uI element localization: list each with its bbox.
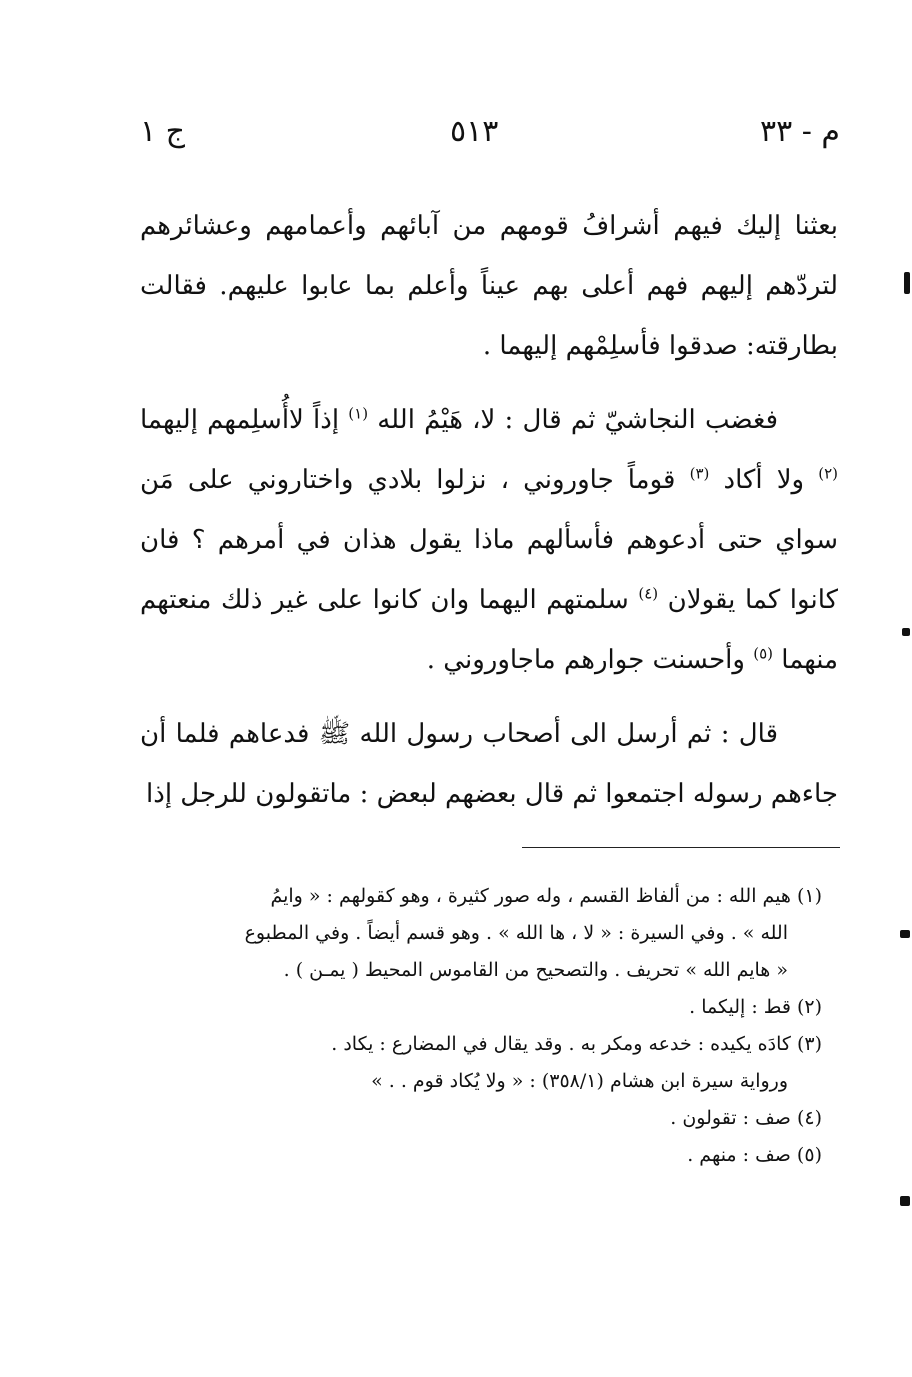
footnote-line: « هايم الله » تحريف . والتصحيح من القاموس المحيط ( يمـن ) . xyxy=(283,959,788,981)
scan-mark xyxy=(900,930,910,938)
footnote-ref-3: (٣) xyxy=(689,464,710,483)
footnote-ref-1: (١) xyxy=(348,404,369,423)
footnote-line: (٢) قط : إليكما . xyxy=(689,996,822,1018)
scan-mark xyxy=(902,628,910,636)
paragraph-2-part-c: ولا أكاد xyxy=(723,465,805,495)
footnote-ref-5: (٥) xyxy=(753,644,774,663)
paragraph-2-part-a: فغضب النجاشيّ ثم قال : لا، هَيْمُ الله xyxy=(377,405,779,435)
footnote-line: الله » . وفي السيرة : « لا ، ها الله » . وهو قسم أيضاً . وفي المطبوع xyxy=(244,922,788,944)
volume-marker: ج ١ xyxy=(140,114,186,149)
footnote-line: (٥) صف : منهم . xyxy=(687,1144,822,1166)
paragraph-3: قال : ثم أرسل الى أصحاب رسول الله ﷺ فدعاهم فلما أن جاءهم رسوله اجتمعوا ثم قال بعضهم لبعض : ماتقولون للرجل إذا xyxy=(140,719,838,809)
paragraph-2-part-e: سلمتهم اليهما وان كانوا على غير ذلك منعتهم منهما xyxy=(140,585,838,675)
paragraph-2-part-f: وأحسنت جوارهم ماجاوروني . xyxy=(426,645,745,675)
chapter-marker: م - ٣٣ xyxy=(759,114,840,149)
footnote-line: (٤) صف : تقولون . xyxy=(670,1107,822,1129)
page-header xyxy=(140,112,840,158)
paragraph-2 xyxy=(140,390,838,690)
footnote-line: (٣) كادَه يكيده : خدعه ومكر به . وقد يقال في المضارع : يكاد . xyxy=(331,1033,822,1055)
paragraph-1: بعثنا إليك فيهم أشرافُ قومهم من آبائهم وأعمامهم وعشائرهم لتردّهم إليهم فهم أعلى بهم عيناً وأعلم بما عابوا عليهم. فقالت بطارقته: صدقوا فأسلِمْهم إليهما . xyxy=(140,211,838,361)
scan-mark xyxy=(904,272,910,294)
footnote-ref-2: (٢) xyxy=(818,464,839,483)
scan-mark xyxy=(900,1196,910,1206)
footnote-line: (١) هيم الله : من ألفاظ القسم ، وله صور كثيرة ، وهو كقولهم : « وايمُ xyxy=(270,885,822,907)
footnote-line: ورواية سيرة ابن هشام (٣٥٨/١) : « ولا يُكاد قوم . . » xyxy=(371,1070,788,1092)
footnotes xyxy=(140,878,822,1174)
footnote-separator xyxy=(522,847,840,848)
paragraph-2-part-d: قوماً جاوروني ، نزلوا بلادي واختاروني على مَن سواي حتى أدعوهم فأسألهم ماذا يقول هذان في أمرهم ؟ فان كانوا كما يقولان xyxy=(140,465,839,615)
main-text xyxy=(140,196,838,824)
page-number: ٥١٣ xyxy=(450,114,499,149)
paragraph-2-part-b: إذاً لاأُسلِمهم إليهما xyxy=(140,405,340,435)
footnote-ref-4: (٤) xyxy=(638,584,659,603)
